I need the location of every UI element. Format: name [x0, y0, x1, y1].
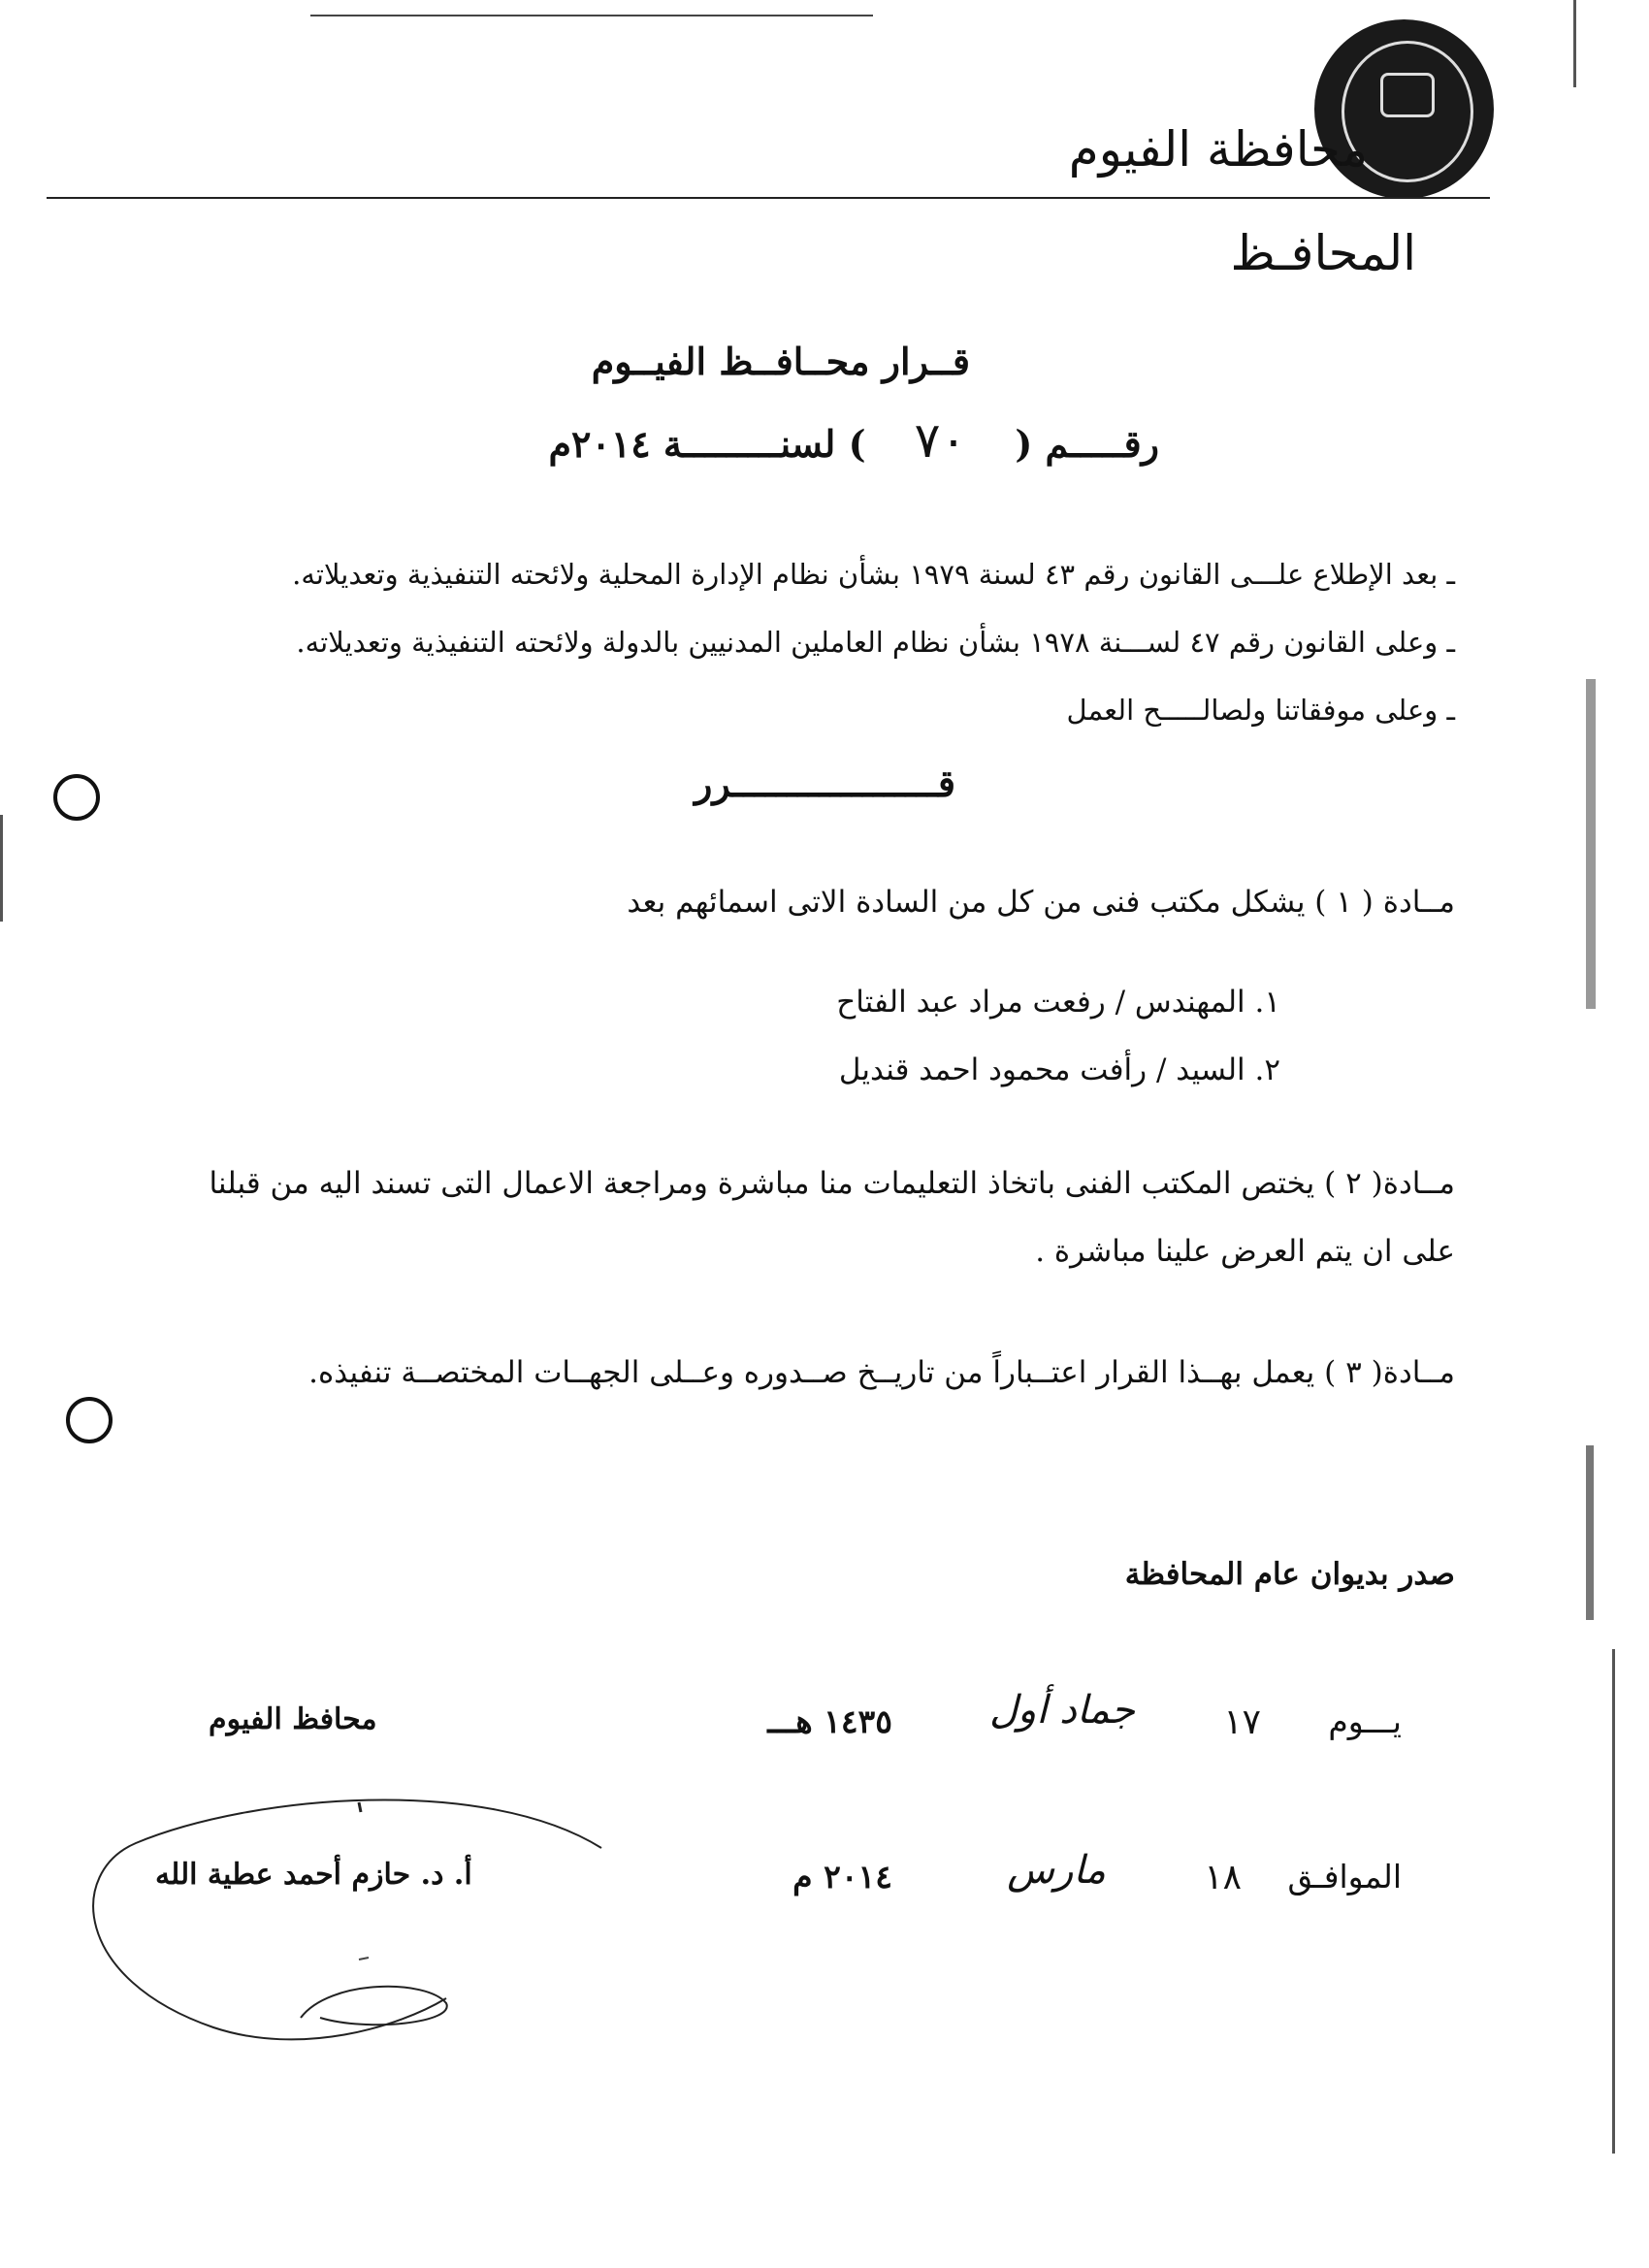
- article-1: مــادة ( ١ ) يشكل مكتب فنى من كل من السادة الاتى اسمائهم بعد: [627, 885, 1455, 920]
- margin-mark: [1573, 0, 1576, 87]
- decree-number-suffix: ) لسنـــــــــة ٢٠١٤م: [548, 422, 866, 466]
- top-scan-line: [310, 15, 873, 16]
- office-title: المحافـظ: [1230, 225, 1416, 281]
- issued-at: صدر بديوان عام المحافظة: [1124, 1557, 1455, 1592]
- decree-number-prefix: رقـــــم (: [1015, 422, 1159, 466]
- header-divider: [47, 197, 1490, 199]
- margin-mark: [1586, 679, 1596, 1009]
- hijri-month: جماد أول: [988, 1688, 1135, 1733]
- member-item: ١. المهندس / رفعت مراد عبد الفتاح: [836, 985, 1280, 1020]
- gregorian-month: مارس: [1007, 1848, 1106, 1893]
- signatory-title: محافظ الفيوم: [209, 1702, 377, 1736]
- decree-number-value: ٧٠: [914, 412, 967, 469]
- governorate-name: محافظة الفيوم: [1068, 121, 1368, 178]
- margin-mark: [1612, 1649, 1615, 2154]
- hijri-date-label: يـــوم: [1328, 1702, 1402, 1740]
- preamble-line: ـ وعلى موفقاتنا ولصالـــــح العمل: [1066, 694, 1455, 727]
- margin-mark: [1586, 1445, 1594, 1620]
- hijri-day: ١٧: [1223, 1702, 1261, 1742]
- gregorian-date-label: الموافـق: [1287, 1858, 1402, 1895]
- gregorian-year: ٢٠١٤ م: [792, 1858, 892, 1895]
- gregorian-day: ١٨: [1204, 1858, 1242, 1897]
- decides-heading: قـــــــــــــــــــرر: [694, 761, 955, 805]
- hijri-year: ١٤٣٥ هـــ: [767, 1702, 892, 1740]
- punch-hole: [66, 1397, 113, 1443]
- handwritten-signature: [78, 1736, 621, 2047]
- margin-mark: [0, 815, 3, 922]
- preamble-line: ـ بعد الإطلاع علـــى القانون رقم ٤٣ لسنة ١٩٧٩ بشأن نظام الإدارة المحلية ولائحته التنفيذية وتعديلاته.: [292, 558, 1455, 591]
- member-item: ٢. السيد / رأفت محمود احمد قنديل: [838, 1053, 1280, 1087]
- preamble-line: ـ وعلى القانون رقم ٤٧ لســـنة ١٩٧٨ بشأن نظام العاملين المدنيين بالدولة ولائحته التنفيذية وتعديلاته.: [296, 626, 1455, 659]
- article-3: مــادة( ٣ ) يعمل بهــذا القرار اعتــباراً من تاريــخ صــدوره وعــلى الجهــات المختصــة تنفيذه.: [308, 1355, 1455, 1390]
- punch-hole: [53, 774, 100, 821]
- decree-number: [548, 412, 1159, 469]
- decree-title: قــرار محــافــظ الفيــوم: [591, 340, 970, 383]
- article-2: مــادة( ٢ ) يختص المكتب الفنى باتخاذ التعليمات منا مباشرة ومراجعة الاعمال التى تسند اليه من قبلنا على ان يتم العرض علينا مباشرة .: [209, 1166, 1455, 1269]
- signatory-name: أ. د. حازم أحمد عطية الله: [155, 1858, 472, 1892]
